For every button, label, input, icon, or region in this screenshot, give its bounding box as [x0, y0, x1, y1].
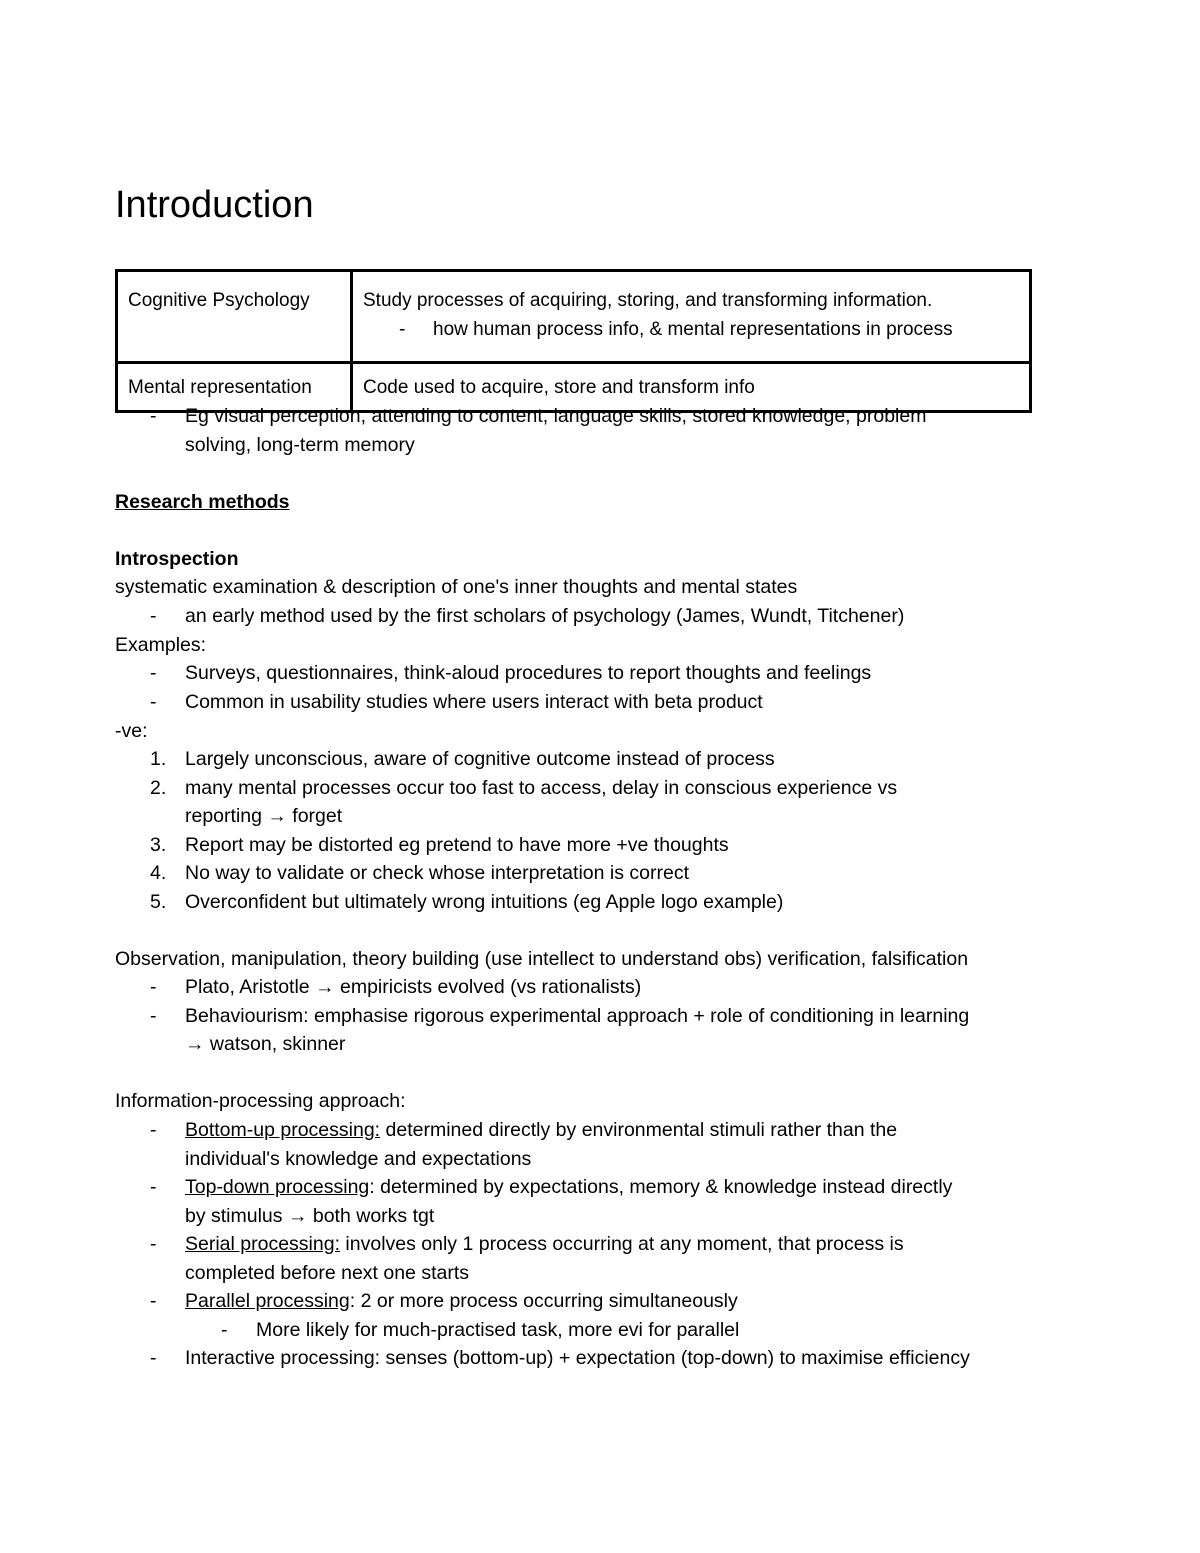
dash-bullet: -	[150, 1119, 157, 1141]
list-item-text: More likely for much-practised task, more evi for parallel	[256, 1319, 740, 1341]
item-number: 3.	[150, 834, 167, 856]
label: -ve:	[115, 720, 148, 742]
dash-bullet: -	[150, 1005, 157, 1027]
dash-bullet: -	[150, 691, 157, 713]
item-number: 1.	[150, 748, 167, 770]
list-item-text: Common in usability studies where users interact with beta product	[185, 691, 763, 713]
subsection-heading: Introspection	[115, 548, 239, 570]
list-item-text: many mental processes occur too fast to access, delay in conscious experience vs	[185, 777, 898, 799]
label: Examples:	[115, 634, 207, 656]
dash-bullet: -	[150, 1290, 157, 1312]
term: Bottom-up processing:	[185, 1119, 381, 1141]
table-row	[117, 271, 1031, 363]
paragraph: systematic examination & description of one's inner thoughts and mental states	[115, 576, 798, 598]
definitions-table	[115, 269, 1032, 413]
list-item-text	[185, 1116, 897, 1145]
item-number: 2.	[150, 777, 167, 799]
list-item-text: Interactive processing: senses (bottom-up) + expectation (top-down) to maximise efficiency	[185, 1347, 970, 1369]
term-description: involves only 1 process occurring at any moment, that process is	[340, 1233, 904, 1255]
list-item-text: Overconfident but ultimately wrong intuitions (eg Apple logo example)	[185, 891, 784, 913]
dash-bullet: -	[150, 1233, 157, 1255]
dash-bullet: -	[150, 1176, 157, 1198]
list-item-text: individual's knowledge and expectations	[185, 1148, 532, 1170]
list-item-text: Report may be distorted eg pretend to have more +ve thoughts	[185, 834, 729, 856]
list-item-text: an early method used by the first scholars of psychology (James, Wundt, Titchener)	[185, 605, 905, 627]
list-item-text: Plato, Aristotle → empiricists evolved (vs rationalists)	[185, 976, 642, 998]
dash-bullet: -	[150, 1347, 157, 1369]
list-item-text: Surveys, questionnaires, think-aloud procedures to report thoughts and feelings	[185, 662, 872, 684]
subpoint-text: how human process info, & mental representations in process	[433, 319, 953, 340]
dash-bullet: -	[150, 605, 157, 627]
page-title: Introduction	[115, 184, 314, 226]
list-item-text: Eg visual perception, attending to content, language skills, stored knowledge, problem	[185, 405, 927, 427]
list-item-text: Largely unconscious, aware of cognitive outcome instead of process	[185, 748, 775, 770]
term: Serial processing:	[185, 1233, 340, 1255]
list-item-text: solving, long-term memory	[185, 434, 415, 456]
term: Parallel processing	[185, 1290, 350, 1312]
label: Information-processing approach:	[115, 1090, 406, 1112]
term-description: : determined by expectations, memory & knowledge instead directly	[369, 1176, 953, 1198]
definition-subpoint	[363, 315, 1019, 344]
list-item-text: by stimulus → both works tgt	[185, 1205, 435, 1227]
term: Top-down processing	[185, 1176, 370, 1198]
table-term: Cognitive Psychology	[117, 271, 352, 363]
dash-bullet: -	[150, 662, 157, 684]
dash-bullet: -	[399, 319, 406, 340]
paragraph: Observation, manipulation, theory building (use intellect to understand obs) verification, falsification	[115, 948, 969, 970]
definition-text: Study processes of acquiring, storing, and transforming information.	[363, 290, 933, 311]
item-number: 5.	[150, 891, 167, 913]
table-term: Mental representation	[117, 363, 352, 412]
dash-bullet: -	[150, 976, 157, 998]
list-item-text: completed before next one starts	[185, 1262, 469, 1284]
list-item-text: reporting → forget	[185, 805, 343, 827]
list-item-text: Behaviourism: emphasise rigorous experimental approach + role of conditioning in learning	[185, 1005, 970, 1027]
dash-bullet: -	[150, 405, 157, 427]
list-item-text: → watson, skinner	[185, 1033, 346, 1055]
list-item-text	[185, 1287, 738, 1316]
term-description: determined directly by environmental stimuli rather than the	[380, 1119, 898, 1141]
table-definition: Code used to acquire, store and transform info	[352, 363, 1031, 412]
item-number: 4.	[150, 862, 167, 884]
list-item-text: No way to validate or check whose interpretation is correct	[185, 862, 689, 884]
dash-bullet: -	[221, 1319, 228, 1341]
list-item-text	[185, 1173, 952, 1202]
list-item-text	[185, 1230, 904, 1259]
term-description: : 2 or more process occurring simultaneously	[349, 1290, 738, 1312]
table-definition	[352, 271, 1031, 363]
section-heading: Research methods	[115, 491, 290, 513]
